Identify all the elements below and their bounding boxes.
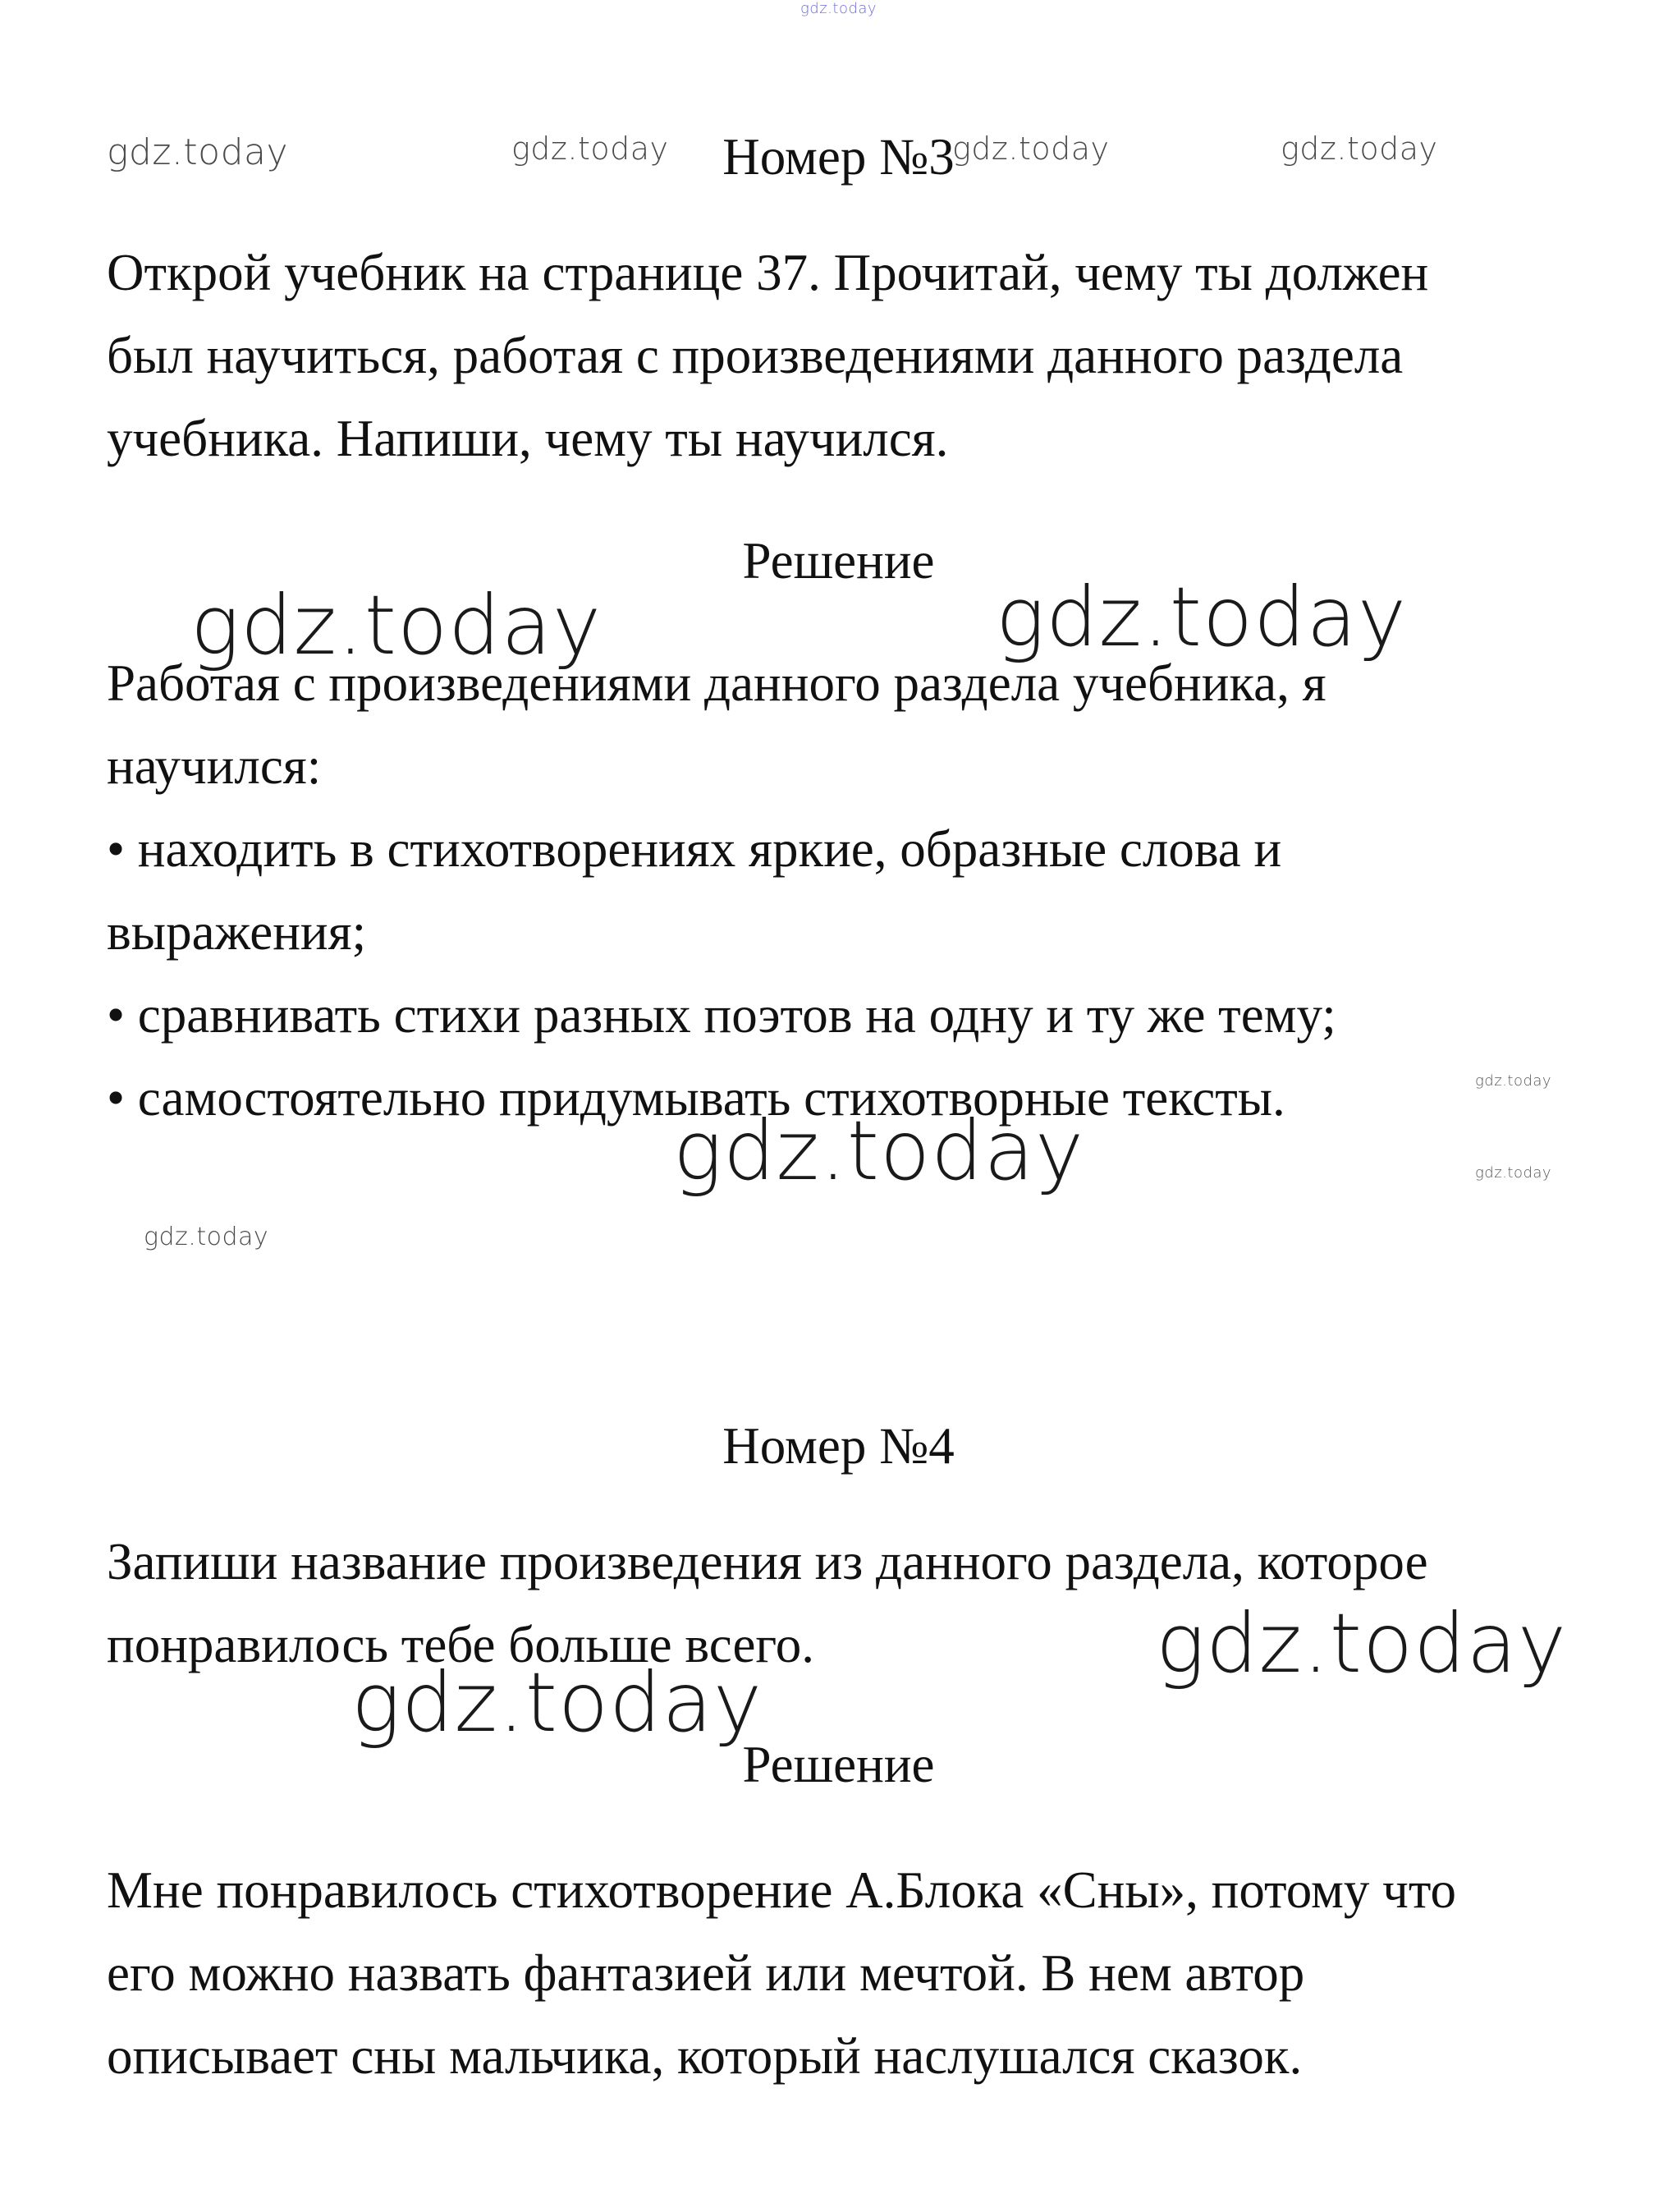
task4-title: Номер №4 xyxy=(722,1417,955,1475)
watermark-big-3: gdz.today xyxy=(673,1103,1085,1199)
watermark-header-right-b: gdz.today xyxy=(1281,131,1438,167)
task3-title: Номер №3 xyxy=(722,128,955,186)
watermark-small-right-2: gdz.today xyxy=(1475,1164,1552,1182)
task3-answer xyxy=(107,642,1336,1140)
task3-answer-line: • сравнивать стихи разных поэтов на одну и ту же тему; xyxy=(107,986,1336,1044)
task3-answer-line: Работая с произведениями данного раздела учебника, я xyxy=(107,654,1326,712)
task3-answer-line: научился: xyxy=(107,737,322,795)
watermark-big-4: gdz.today xyxy=(1156,1595,1568,1691)
task3-question xyxy=(107,232,1428,480)
watermark-big-1: gdz.today xyxy=(190,577,603,673)
task3-answer-line: выражения; xyxy=(107,903,367,961)
task3-answer-line: • находить в стихотворениях яркие, образные слова и xyxy=(107,820,1282,878)
task4-question-line: Запиши название произведения из данного раздела, которое xyxy=(107,1533,1428,1590)
watermark-small-right-1: gdz.today xyxy=(1475,1072,1552,1090)
watermark-header-right-a: gdz.today xyxy=(952,131,1110,167)
watermark-big-2: gdz.today xyxy=(996,569,1408,665)
task4-question-line: понравилось тебе больше всего. xyxy=(107,1616,814,1673)
task3-question-line: был научиться, работая с произведениями данного раздела xyxy=(107,327,1404,384)
watermark-header-mid: gdz.today xyxy=(511,131,669,167)
task4-answer xyxy=(107,1849,1456,2098)
task3-question-line: Открой учебник на странице 37. Прочитай, чему ты должен xyxy=(107,244,1429,301)
task4-answer-line: его можно назвать фантазией или мечтой. В нем автор xyxy=(107,1944,1305,2002)
task4-answer-line: описывает сны мальчика, который наслушался сказок. xyxy=(107,2027,1303,2085)
task3-answer-line: • самостоятельно придумывать стихотворные тексты. xyxy=(107,1069,1285,1127)
task3-solution-label: Решение xyxy=(742,532,935,590)
task4-solution-label: Решение xyxy=(742,1736,935,1793)
task3-question-line: учебника. Напиши, чему ты научился. xyxy=(107,410,949,467)
watermark-header-left: gdz.today xyxy=(107,131,289,173)
task4-answer-line: Мне понравилось стихотворение А.Блока «Сны», потому что xyxy=(107,1861,1457,1919)
watermark-top: gdz.today xyxy=(800,0,877,17)
watermark-big-5: gdz.today xyxy=(351,1654,763,1751)
watermark-small-left: gdz.today xyxy=(144,1223,269,1251)
